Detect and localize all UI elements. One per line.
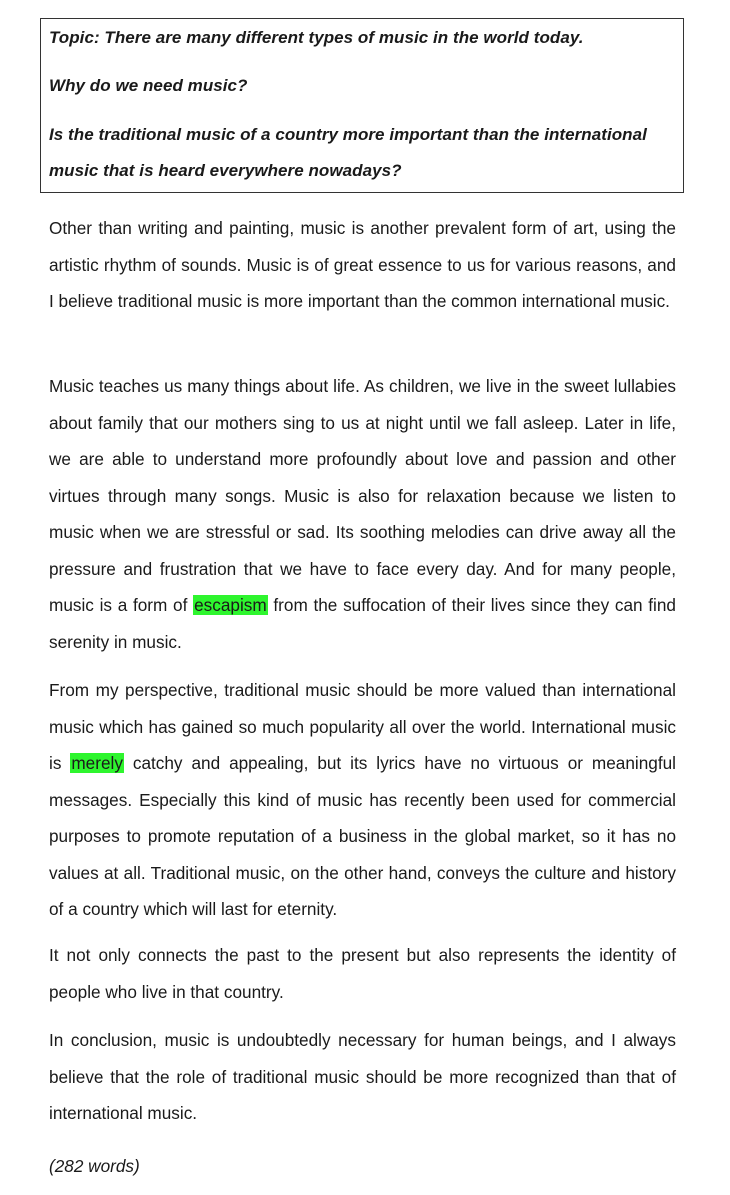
topic-title: Topic: There are many different types of music in the world today. <box>49 28 584 47</box>
highlighted-word-escapism: escapism <box>194 595 267 615</box>
paragraph-body-1-text-end: from the suffocation of their lives since they can find serenity in music. <box>49 595 676 652</box>
paragraph-body-1-text-start: Music teaches us many things about life. As children, we live in the sweet lullabies about family that our mothers sing to us at night until we fall asleep. Later in life, we are able to understand more profoundly about love and passion and other virtues through many songs. Music is also for relaxation because we listen to music when we are stressful or sad. Its soothing melodies can drive away all the pressure and frustration that we have to face every day. And for many people, music is a form of <box>49 376 676 615</box>
paragraph-conclusion: In conclusion, music is undoubtedly necessary for human beings, and I always believe that the role of traditional music should be more recognized than that of international music. <box>49 1030 676 1123</box>
topic-question-2-line-2: music that is heard everywhere nowadays? <box>49 161 402 180</box>
paragraph-introduction: Other than writing and painting, music is another prevalent form of art, using the artistic rhythm of sounds. Music is of great essence to us for various reasons, and I believe traditional music is more important than the common international music. <box>49 218 676 311</box>
paragraph-body-3: It not only connects the past to the present but also represents the identity of people who live in that country. <box>49 945 676 1002</box>
topic-box <box>40 18 684 193</box>
paragraph-body-1 <box>49 368 676 660</box>
paragraph-body-2-text-end: catchy and appealing, but its lyrics have no virtuous or meaningful messages. Especially this kind of music has recently been used for commercial purposes to promote reputation of a business in the global market, so it has no values at all. Traditional music, on the other hand, conveys the culture and history of a country which will last for eternity. <box>49 753 676 919</box>
topic-question-1: Why do we need music? <box>49 76 248 95</box>
topic-question-2-line-1: Is the traditional music of a country more important than the international <box>49 125 647 144</box>
paragraph-body-2 <box>49 672 676 928</box>
word-count: (282 words) <box>49 1156 140 1176</box>
paragraph-body-2-text-start: From my perspective, traditional music should be more valued than international music which has gained so much popularity all over the world. International music is <box>49 680 676 773</box>
highlighted-word-merely: merely <box>71 753 123 773</box>
